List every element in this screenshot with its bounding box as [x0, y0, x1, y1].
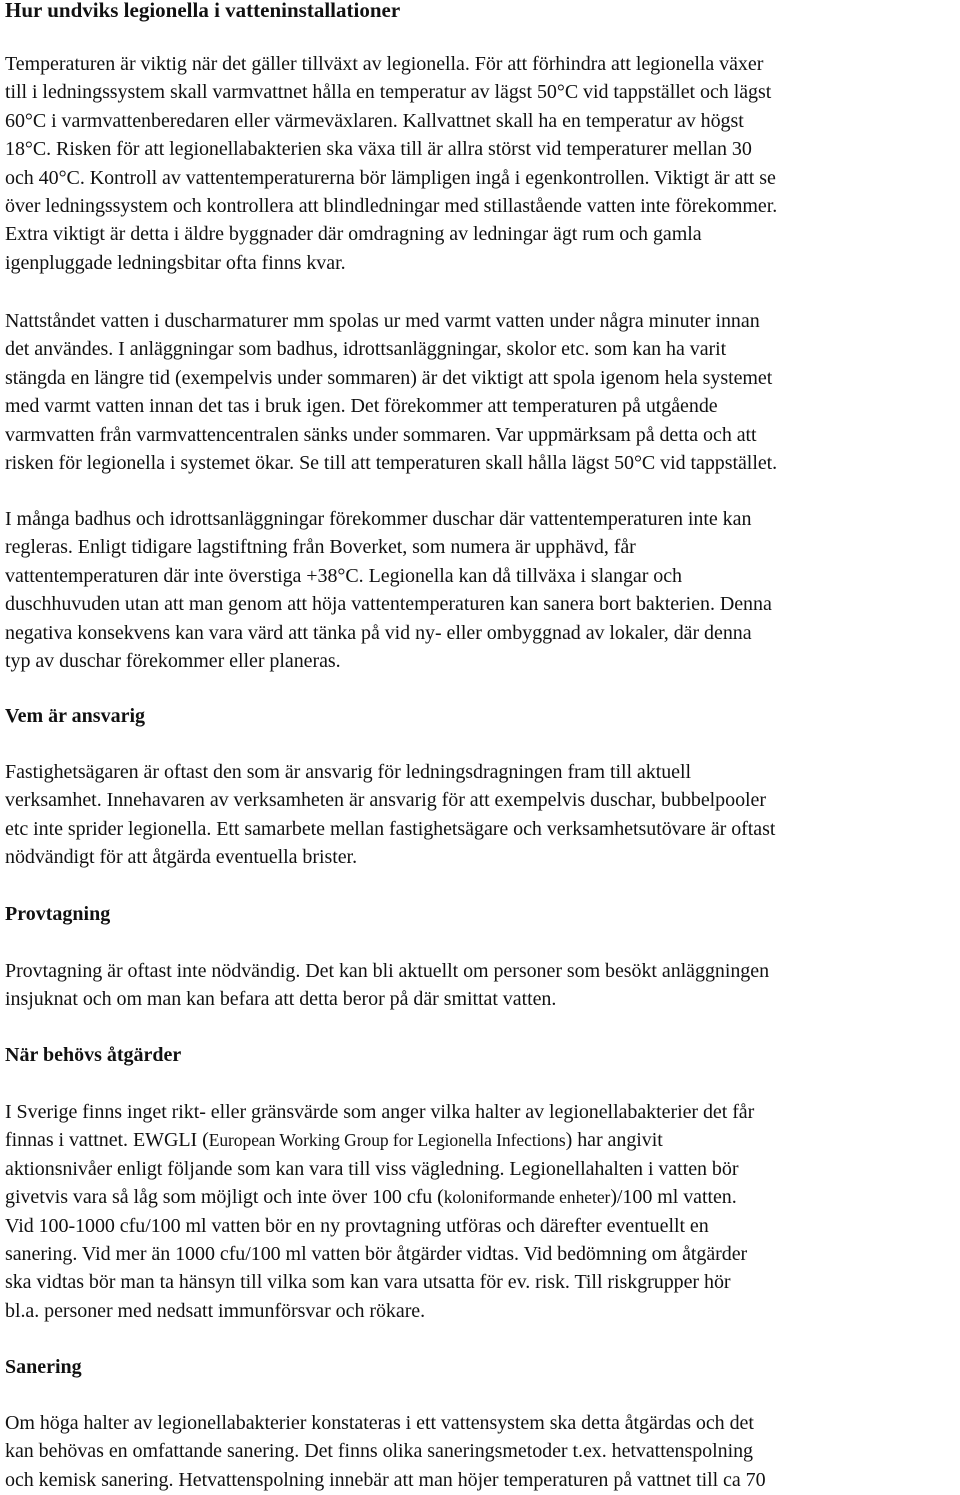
section-heading-responsibility: Vem är ansvarig	[5, 705, 145, 727]
text-segment: givetvis vara så låg som möjligt och inte över 100 cfu (	[5, 1186, 444, 1209]
text-line: vattentemperaturen där inte överstiga +38°C. Legionella kan då tillväxa i slangar och	[5, 564, 683, 587]
text-line: typ av duschar förekommer eller planeras.	[5, 649, 341, 672]
cfu-expansion: koloniformande enheter	[443, 1187, 611, 1208]
text-line: sanering. Vid mer än 1000 cfu/100 ml vatten bör åtgärder vidtas. Vid bedömning om åtgärder	[5, 1242, 748, 1265]
text-line: det användes. I anläggningar som badhus, idrottsanläggningar, skolor etc. som kan ha varit	[5, 338, 727, 361]
text-line: kan behövas en omfattande sanering. Det finns olika saneringsmetoder t.ex. hetvattenspolning	[5, 1440, 753, 1463]
paragraph-measures	[5, 1098, 754, 1325]
section-heading-remediation: Sanering	[5, 1356, 82, 1378]
paragraph-flushing	[5, 307, 777, 477]
text-line: risken för legionella i systemet ökar. Se till att temperaturen skall hålla lägst 50°C vid tappstället.	[5, 451, 778, 474]
text-segment: finnas i vattnet. EWGLI (	[5, 1129, 209, 1152]
text-line: 60°C i varmvattenberedaren eller värmeväxlaren. Kallvattnet skall ha en temperatur av högst	[5, 109, 744, 132]
section-heading-measures: När behövs åtgärder	[5, 1044, 182, 1066]
text-line: Extra viktigt är detta i äldre byggnader där omdragning av ledningar ägt rum och gamla	[5, 223, 702, 246]
text-line: Provtagning är oftast inte nödvändig. Det kan bli aktuellt om personer som besökt anläggningen	[5, 960, 770, 982]
paragraph-responsibility	[5, 758, 775, 872]
paragraph-temperature	[5, 50, 777, 277]
text-line: och 40°C. Kontroll av vattentemperaturerna bör lämpligen ingå i egenkontrollen. Viktigt är att se	[5, 166, 776, 189]
text-line: nödvändigt för att åtgärda eventuella brister.	[5, 846, 358, 869]
text-segment: ) har angivit	[565, 1129, 663, 1152]
text-line: Temperaturen är viktig när det gäller tillväxt av legionella. För att förhindra att legionella växer	[5, 53, 764, 75]
text-line: över ledningssystem och kontrollera att blindledningar med stillastående vatten inte förekommer.	[5, 194, 778, 217]
text-line	[5, 1183, 754, 1211]
section-heading-sampling: Provtagning	[5, 903, 111, 925]
text-line: negativa konsekvens kan vara värd att tänka på vid ny- eller ombyggnad av lokaler, där denna	[5, 621, 752, 644]
text-line: med varmt vatten innan det tas i bruk igen. Det förekommer att temperaturen på utgående	[5, 395, 718, 418]
text-line: duschhuvuden utan att man genom att höja vattentemperaturen kan sanera bort bakterien. Denna	[5, 593, 772, 616]
text-line: varmvatten från varmvattencentralen sänks under sommaren. Var uppmärksam på detta och att	[5, 423, 757, 446]
text-segment: )/100 ml vatten.	[610, 1186, 737, 1209]
text-line: regleras. Enligt tidigare lagstiftning från Boverket, som numera är upphävd, får	[5, 536, 636, 559]
text-line: etc inte sprider legionella. Ett samarbete mellan fastighetsägare och verksamhetsutövare är oftast	[5, 817, 776, 840]
text-line: 18°C. Risken för att legionellabakterien ska växa till är allra störst vid temperaturer mellan 30	[5, 138, 752, 161]
text-line: Fastighetsägaren är oftast den som är ansvarig för ledningsdragningen fram till aktuell	[5, 761, 692, 783]
text-line: Vid 100-1000 cfu/100 ml vatten bör en ny provtagning utföras och därefter eventuellt en	[5, 1214, 709, 1237]
text-line: I Sverige finns inget rikt- eller gränsvärde som anger vilka halter av legionellabakterier det får	[5, 1101, 755, 1123]
document-title: Hur undviks legionella i vatteninstallationer	[5, 0, 401, 22]
text-line: Nattståndet vatten i duscharmaturer mm spolas ur med varmt vatten under några minuter innan	[5, 310, 760, 332]
text-line: I många badhus och idrottsanläggningar förekommer duschar där vattentemperaturen inte kan	[5, 508, 752, 530]
text-line: insjuknat och om man kan befara att detta beror på där smittat vatten.	[5, 988, 557, 1011]
text-line: ska vidtas bör man ta hänsyn till vilka som kan vara utsatta för ev. risk. Till riskgrupper hör	[5, 1271, 731, 1294]
text-line	[5, 1126, 754, 1154]
ewgli-expansion: European Working Group for Legionella Infections	[208, 1130, 566, 1151]
text-line: verksamhet. Innehavaren av verksamheten är ansvarig för att exempelvis duschar, bubbelpooler	[5, 789, 766, 812]
text-line: till i ledningssystem skall varmvattnet hålla en temperatur av lägst 50°C vid tappstället och lägst	[5, 81, 772, 104]
text-line: och kemisk sanering. Hetvattenspolning innebär att man höjer temperaturen på vattnet till ca 70	[5, 1468, 766, 1491]
text-line: Om höga halter av legionellabakterier konstateras i ett vattensystem ska detta åtgärdas och det	[5, 1412, 754, 1434]
text-line: aktionsnivåer enligt följande som kan vara till viss vägledning. Legionellahalten i vatten bör	[5, 1157, 739, 1180]
text-line: stängda en längre tid (exempelvis under sommaren) är det viktigt att spola igenom hela systemet	[5, 366, 773, 389]
text-line: igenpluggade ledningsbitar ofta finns kvar.	[5, 251, 346, 274]
paragraph-remediation	[5, 1409, 766, 1494]
paragraph-sampling	[5, 957, 769, 1014]
paragraph-showers	[5, 505, 772, 675]
text-line: bl.a. personer med nedsatt immunförsvar och rökare.	[5, 1299, 426, 1322]
